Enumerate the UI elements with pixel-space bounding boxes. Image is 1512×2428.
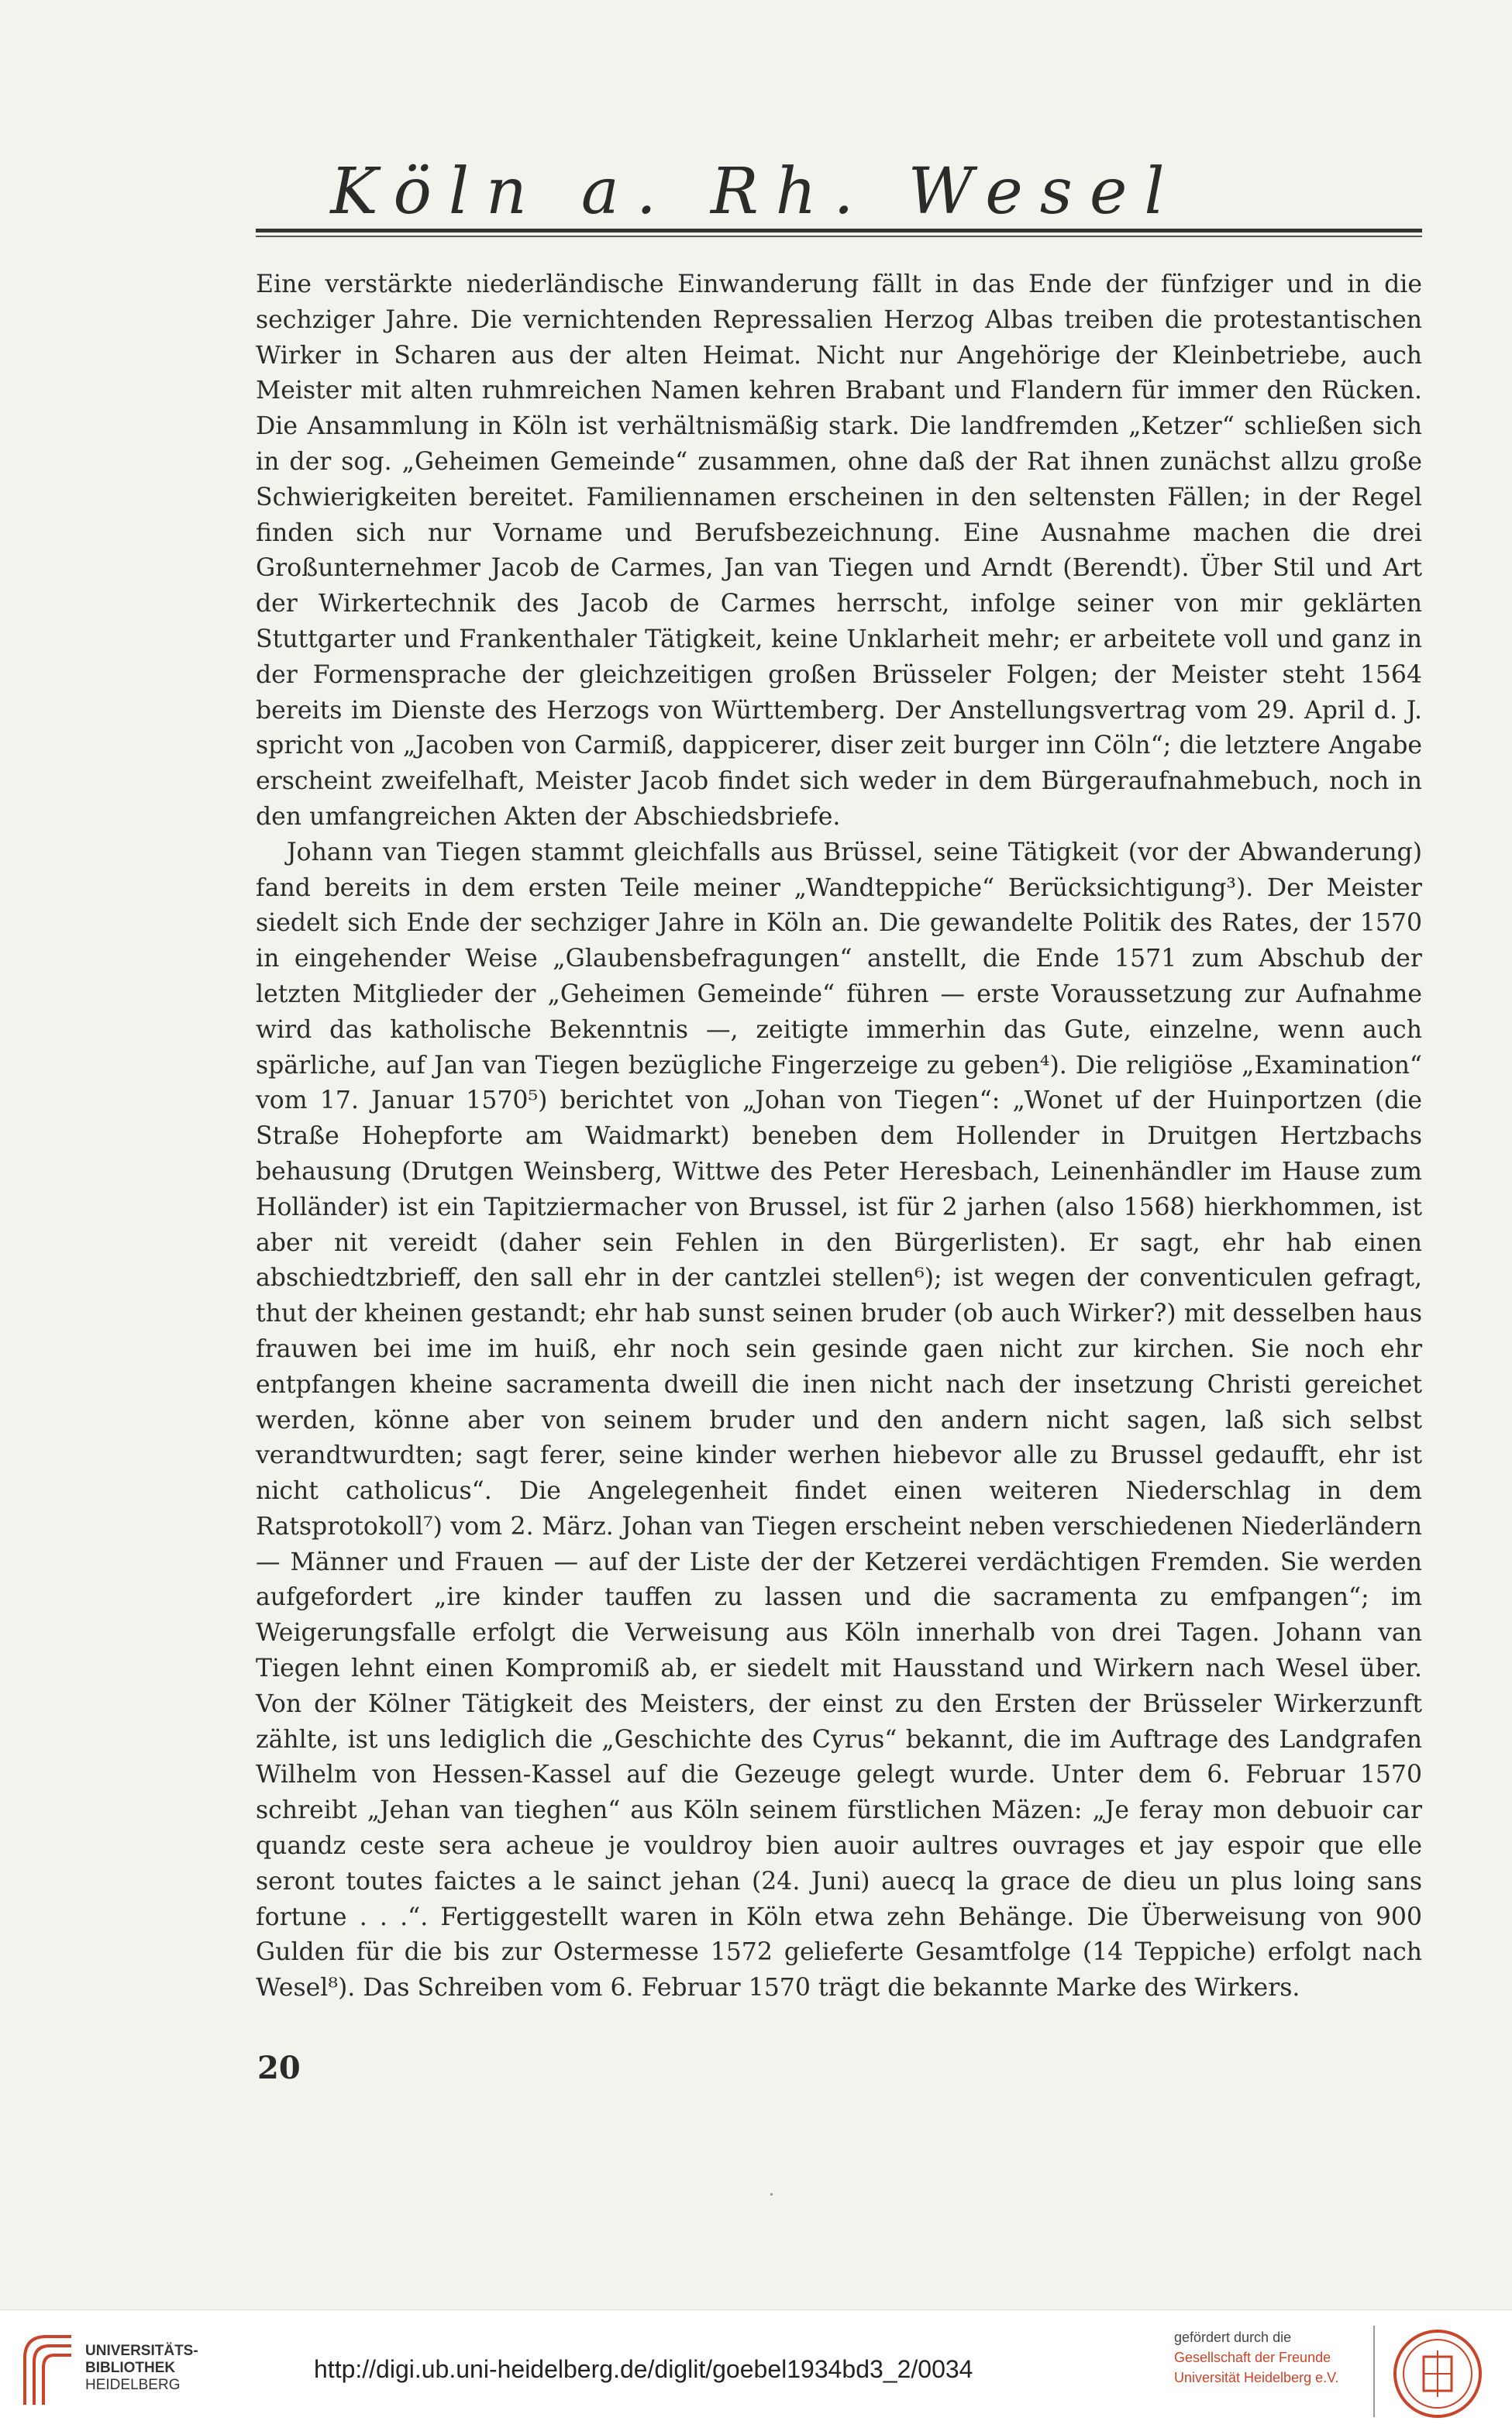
library-name — [85, 2343, 198, 2394]
permalink-url[interactable]: http://digi.ub.uni-heidelberg.de/diglit/goebel1934bd3_2/0034 — [314, 2355, 973, 2383]
body-text — [256, 267, 1422, 2006]
library-name-line-2: BIBLIOTHEK — [85, 2360, 176, 2376]
library-name-line-1: UNIVERSITÄTS- — [85, 2343, 198, 2359]
scan-speck — [770, 2193, 773, 2196]
university-seal-icon — [1391, 2327, 1484, 2420]
header-rule-thin — [256, 236, 1422, 237]
footer-bar — [0, 2309, 1512, 2428]
paragraph-2: Johann van Tiegen stammt gleichfalls aus Brüssel, seine Tätigkeit (vor der Abwanderung) fand bereits in dem ersten Teile meiner „Wandteppiche“ Berücksichtigung³). Der Meister siedelt sich Ende der sechziger Jahre in Köln an. Die gewandelte Politik des Rates, der 1570 in eingehender Weise „Glaubensbefragungen“ anstellt, die Ende 1571 zum Abschub der letzten Mitglieder der „Geheimen Gemeinde“ führen — erste Voraussetzung zur Aufnahme wird das katholische Bekenntnis —, zeitigte immerhin das Gute, einzelne, wenn auch spärliche, auf Jan van Tiegen bezügliche Fingerzeige zu geben⁴). Die religiöse „Examination“ vom 17. Januar 1570⁵) berichtet von „Johan von Tiegen“: „Wonet uf der Huinportzen (die Straße Hohepforte am Waidmarkt) beneben dem Hollender in Druitgen Hertzbachs behausung (Drutgen Weinsberg, Wittwe des Peter Heresbach, Leinenhändler im Hause zum Holländer) ist ein Tapitziermacher von Brussel, ist für 2 jarhen (also 1568) hierkhommen, ist aber nit vereidt (daher sein Fehlen in den Bürgerlisten). Er sagt, ehr hab einen abschiedtzbrieff, den sall ehr in der cantzlei stellen⁶); ist wegen der conventiculen gefragt, thut der kheinen gestandt; ehr hab sunst seinen bruder (ob auch Wirker?) mit desselben haus frauwen bei ime im huiß, ehr noch sein gesinde gaen nicht zur kirchen. Sie noch ehr entpfangen kheine sacramenta dweill die inen nicht nach der insetzung Christi gereichet werden, könne aber von seinem bruder und den andern nicht sagen, laß sich selbst verandtwurdten; sagt ferer, seine kinder werhen hiebevor alle zu Brussel gedaufft, ehr ist nicht catholicus“. Die Angelegenheit findet einen weiteren Niederschlag in dem Ratsprotokoll⁷) vom 2. März. Johan van Tiegen erscheint neben verschiedenen Niederländern — Männer und Frauen — auf der Liste der der Ketzerei verdächtigen Fremden. Sie werden aufgefordert „ire kinder tauffen zu lassen und die sacramenta zu emfpangen“; im Weigerungsfalle erfolgt die Verweisung aus Köln innerhalb von drei Tagen. Johann van Tiegen lehnt einen Kompromiß ab, er siedelt mit Hausstand und Wirkern nach Wesel über. Von der Kölner Tätigkeit des Meisters, der einst zu den Ersten der Brüsseler Wirkerzunft zählte, ist uns lediglich die „Geschichte des Cyrus“ bekannt, die im Auftrage des Landgrafen Wilhelm von Hessen-Kassel auf die Gezeuge gelegt wurde. Unter dem 6. Februar 1570 schreibt „Jehan van tieghen“ aus Köln seinem fürstlichen Mäzen: „Je feray mon debuoir car quandz ceste sera acheue je vouldroy bien auoir aultres ouvrages et jay espoir que elle seront toutes faictes a le sainct jehan (24. Juni) auecq la grace de dieu un plus loing sans fortune . . .“. Fertiggestellt waren in Köln etwa zehn Behänge. Die Überweisung von 900 Gulden für die bis zur Ostermesse 1572 gelieferte Gesamtfolge (14 Teppiche) erfolgt nach Wesel⁸). Das Schreiben vom 6. Februar 1570 trägt die bekannte Marke des Wirkers. — [256, 838, 1422, 2003]
sponsor-org-line-2: Universität Heidelberg e.V. — [1174, 2370, 1339, 2385]
header-rule-thick — [256, 229, 1422, 232]
sponsor-label: gefördert durch die — [1174, 2330, 1292, 2345]
sponsor-org-line-1: Gesellschaft der Freunde — [1174, 2350, 1331, 2365]
page-number: 20 — [257, 2050, 301, 2086]
sponsor-block — [1174, 2327, 1338, 2388]
paragraph-1: Eine verstärkte niederländische Einwanderung fällt in das Ende der fünfziger und in die sechziger Jahre. Die vernichtenden Repressalien Herzog Albas treiben die protestantischen Wirker in Scharen aus der alten Heimat. Nicht nur Angehörige der Kleinbetriebe, auch Meister mit alten ruhmreichen Namen kehren Brabant und Flandern für immer den Rücken. Die Ansammlung in Köln ist verhältnismäßig stark. Die landfremden „Ketzer“ schließen sich in der sog. „Geheimen Gemeinde“ zusammen, ohne daß der Rat ihnen zunächst allzu große Schwierigkeiten bereitet. Familiennamen erscheinen in den seltensten Fällen; in der Regel finden sich nur Vorname und Berufsbezeichnung. Eine Ausnahme machen die drei Großunternehmer Jacob de Carmes, Jan van Tiegen und Arndt (Berendt). Über Stil und Art der Wirkertechnik des Jacob de Carmes herrscht, infolge seiner von mir geklärten Stuttgarter und Frankenthaler Tätigkeit, keine Unklarheit mehr; er arbeitete voll und ganz in der Formensprache der gleichzeitigen großen Brüsseler Folgen; der Meister steht 1564 bereits im Dienste des Herzogs von Württemberg. Der Anstellungsvertrag vom 29. April d. J. spricht von „Jacoben von Carmiß, dappicerer, diser zeit burger inn Cöln“; die letztere Angabe erscheint zweifelhaft, Meister Jacob findet sich weder in dem Bürgeraufnahmebuch, noch in den umfangreichen Akten der Abschiedsbriefe. — [256, 270, 1422, 831]
page-header-title: Köln a. Rh. Wesel — [330, 155, 1182, 229]
footer-divider — [1373, 2326, 1375, 2417]
library-logo-icon — [17, 2327, 77, 2413]
library-name-line-3: HEIDELBERG — [85, 2377, 181, 2393]
